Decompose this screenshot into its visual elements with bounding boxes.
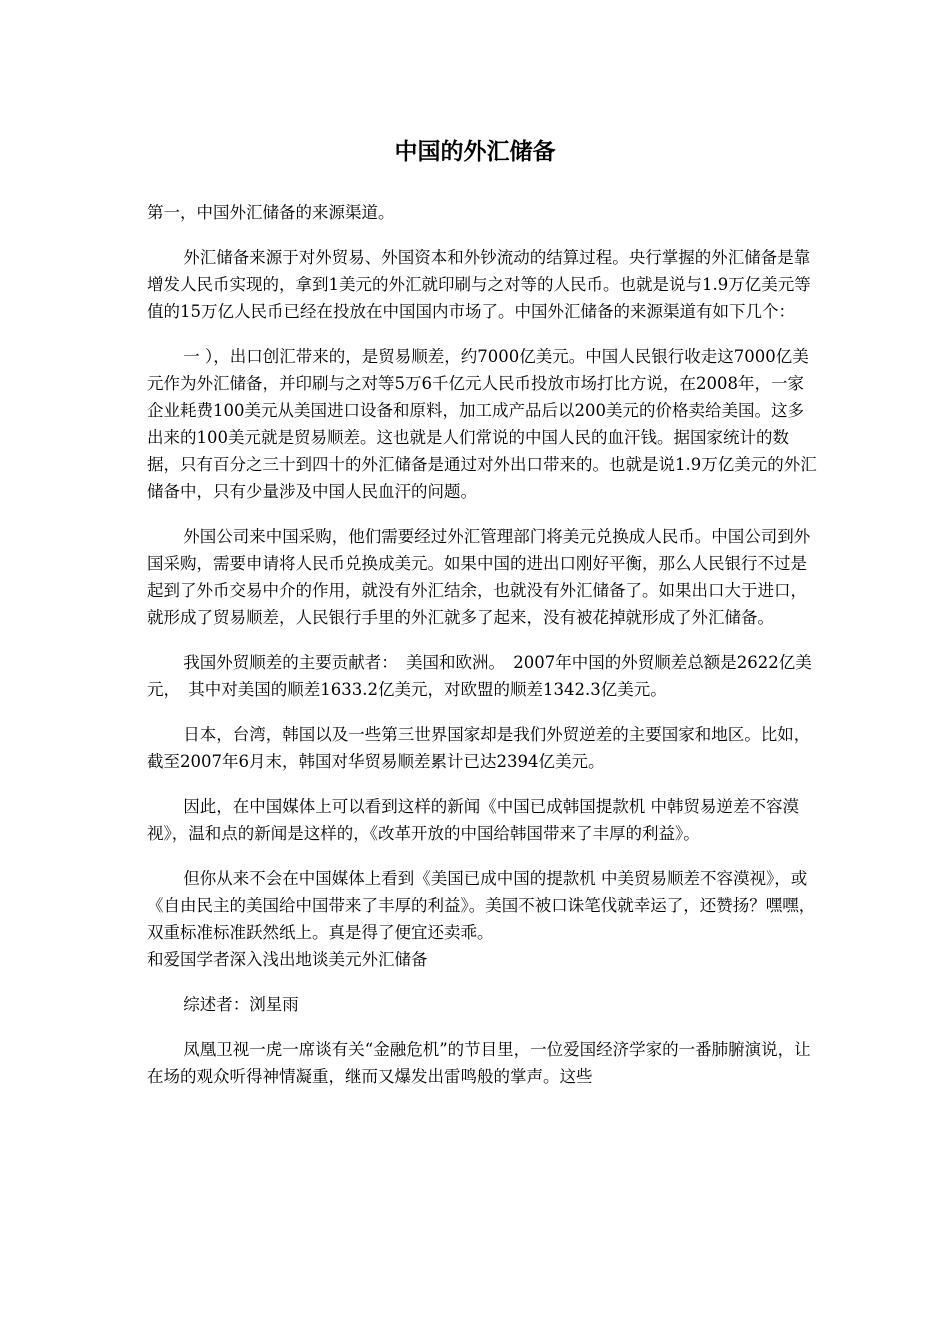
paragraph-reserve-sources: 外汇储备来源于对外贸易、外国资本和外钞流动的结算过程。央行掌握的外汇储备是靠增发人民币实现的，拿到1美元的外汇就印刷与之对等的人民币。也就是说与1.9万亿美元等值的15万亿人民币已经在投放在中国国内市场了。中国外汇储备的来源渠道有如下几个： <box>147 248 811 321</box>
paragraph-author: 综述者：浏星雨 <box>183 995 299 1014</box>
document-title: 中国的外汇储备 <box>394 139 556 165</box>
paragraph-media-usa: 但你从来不会在中国媒体上看到《美国已成中国的提款机 中美贸易顺差不容漠视》，或《自由民主的美国给中国带来了丰厚的利益》。美国不被口诛笔伐就幸运了，还赞扬？嘿嘿，双重标准标准跃然纸上。真是得了便宜还卖乖。 <box>147 869 816 942</box>
section-heading: 第一，中国外汇储备的来源渠道。 <box>147 203 395 222</box>
paragraph-surplus-contributors: 我国外贸顺差的主要贡献者： 美国和欧洲。 2007年中国的外贸顺差总额是2622亿美元， 其中对美国的顺差1633.2亿美元，对欧盟的顺差1342.3亿美元。 <box>147 653 812 699</box>
paragraph-currency-exchange: 外国公司来中国采购，他们需要经过外汇管理部门将美元兑换成人民币。中国公司到外国采购，需要申请将人民币兑换成美元。如果中国的进出口刚好平衡，那么人民银行不过是起到了外币交易中介的作用，就没有外汇结余，也就没有外汇储备了。如果出口大于进口，就形成了贸易顺差，人民银行手里的外汇就多了起来，没有被花掉就形成了外汇储备。 <box>147 527 811 627</box>
paragraph-media-korea: 因此，在中国媒体上可以看到这样的新闻《中国已成韩国提款机 中韩贸易逆差不容漠视》，温和点的新闻是这样的，《改革开放的中国给韩国带来了丰厚的利益》。 <box>147 797 800 843</box>
subheading-scholar-talk: 和爱国学者深入浅出地谈美元外汇储备 <box>147 950 428 969</box>
paragraph-trade-deficit: 日本，台湾，韩国以及一些第三世界国家却是我们外贸逆差的主要国家和地区。比如，截至2007年6月末，韩国对华贸易顺差累计已达2394亿美元。 <box>147 725 811 771</box>
paragraph-phoenix-tv: 凤凰卫视一虎一席谈有关“金融危机”的节目里，一位爱国经济学家的一番肺腑演说，让在场的观众听得神情凝重，继而又爆发出雷鸣般的掌声。这些 <box>147 1040 811 1086</box>
document-body <box>147 199 817 1104</box>
paragraph-export-surplus: 一 ），出口创汇带来的，是贸易顺差，约7000亿美元。中国人民银行收走这7000亿美元作为外汇储备，并印刷与之对等5万6千亿元人民币投放市场打比方说，在2008年，一家企业耗费100美元从美国进口设备和原料，加工成产品后以200美元的价格卖给美国。这多出来的100美元就是贸易顺差。这也就是人们常说的中国人民的血汗钱。据国家统计的数据，只有百分之三十到四十的外汇储备是通过对外出口带来的。也就是说1.9万亿美元的外汇储备中，只有少量涉及中国人民血汗的问题。 <box>147 347 817 501</box>
